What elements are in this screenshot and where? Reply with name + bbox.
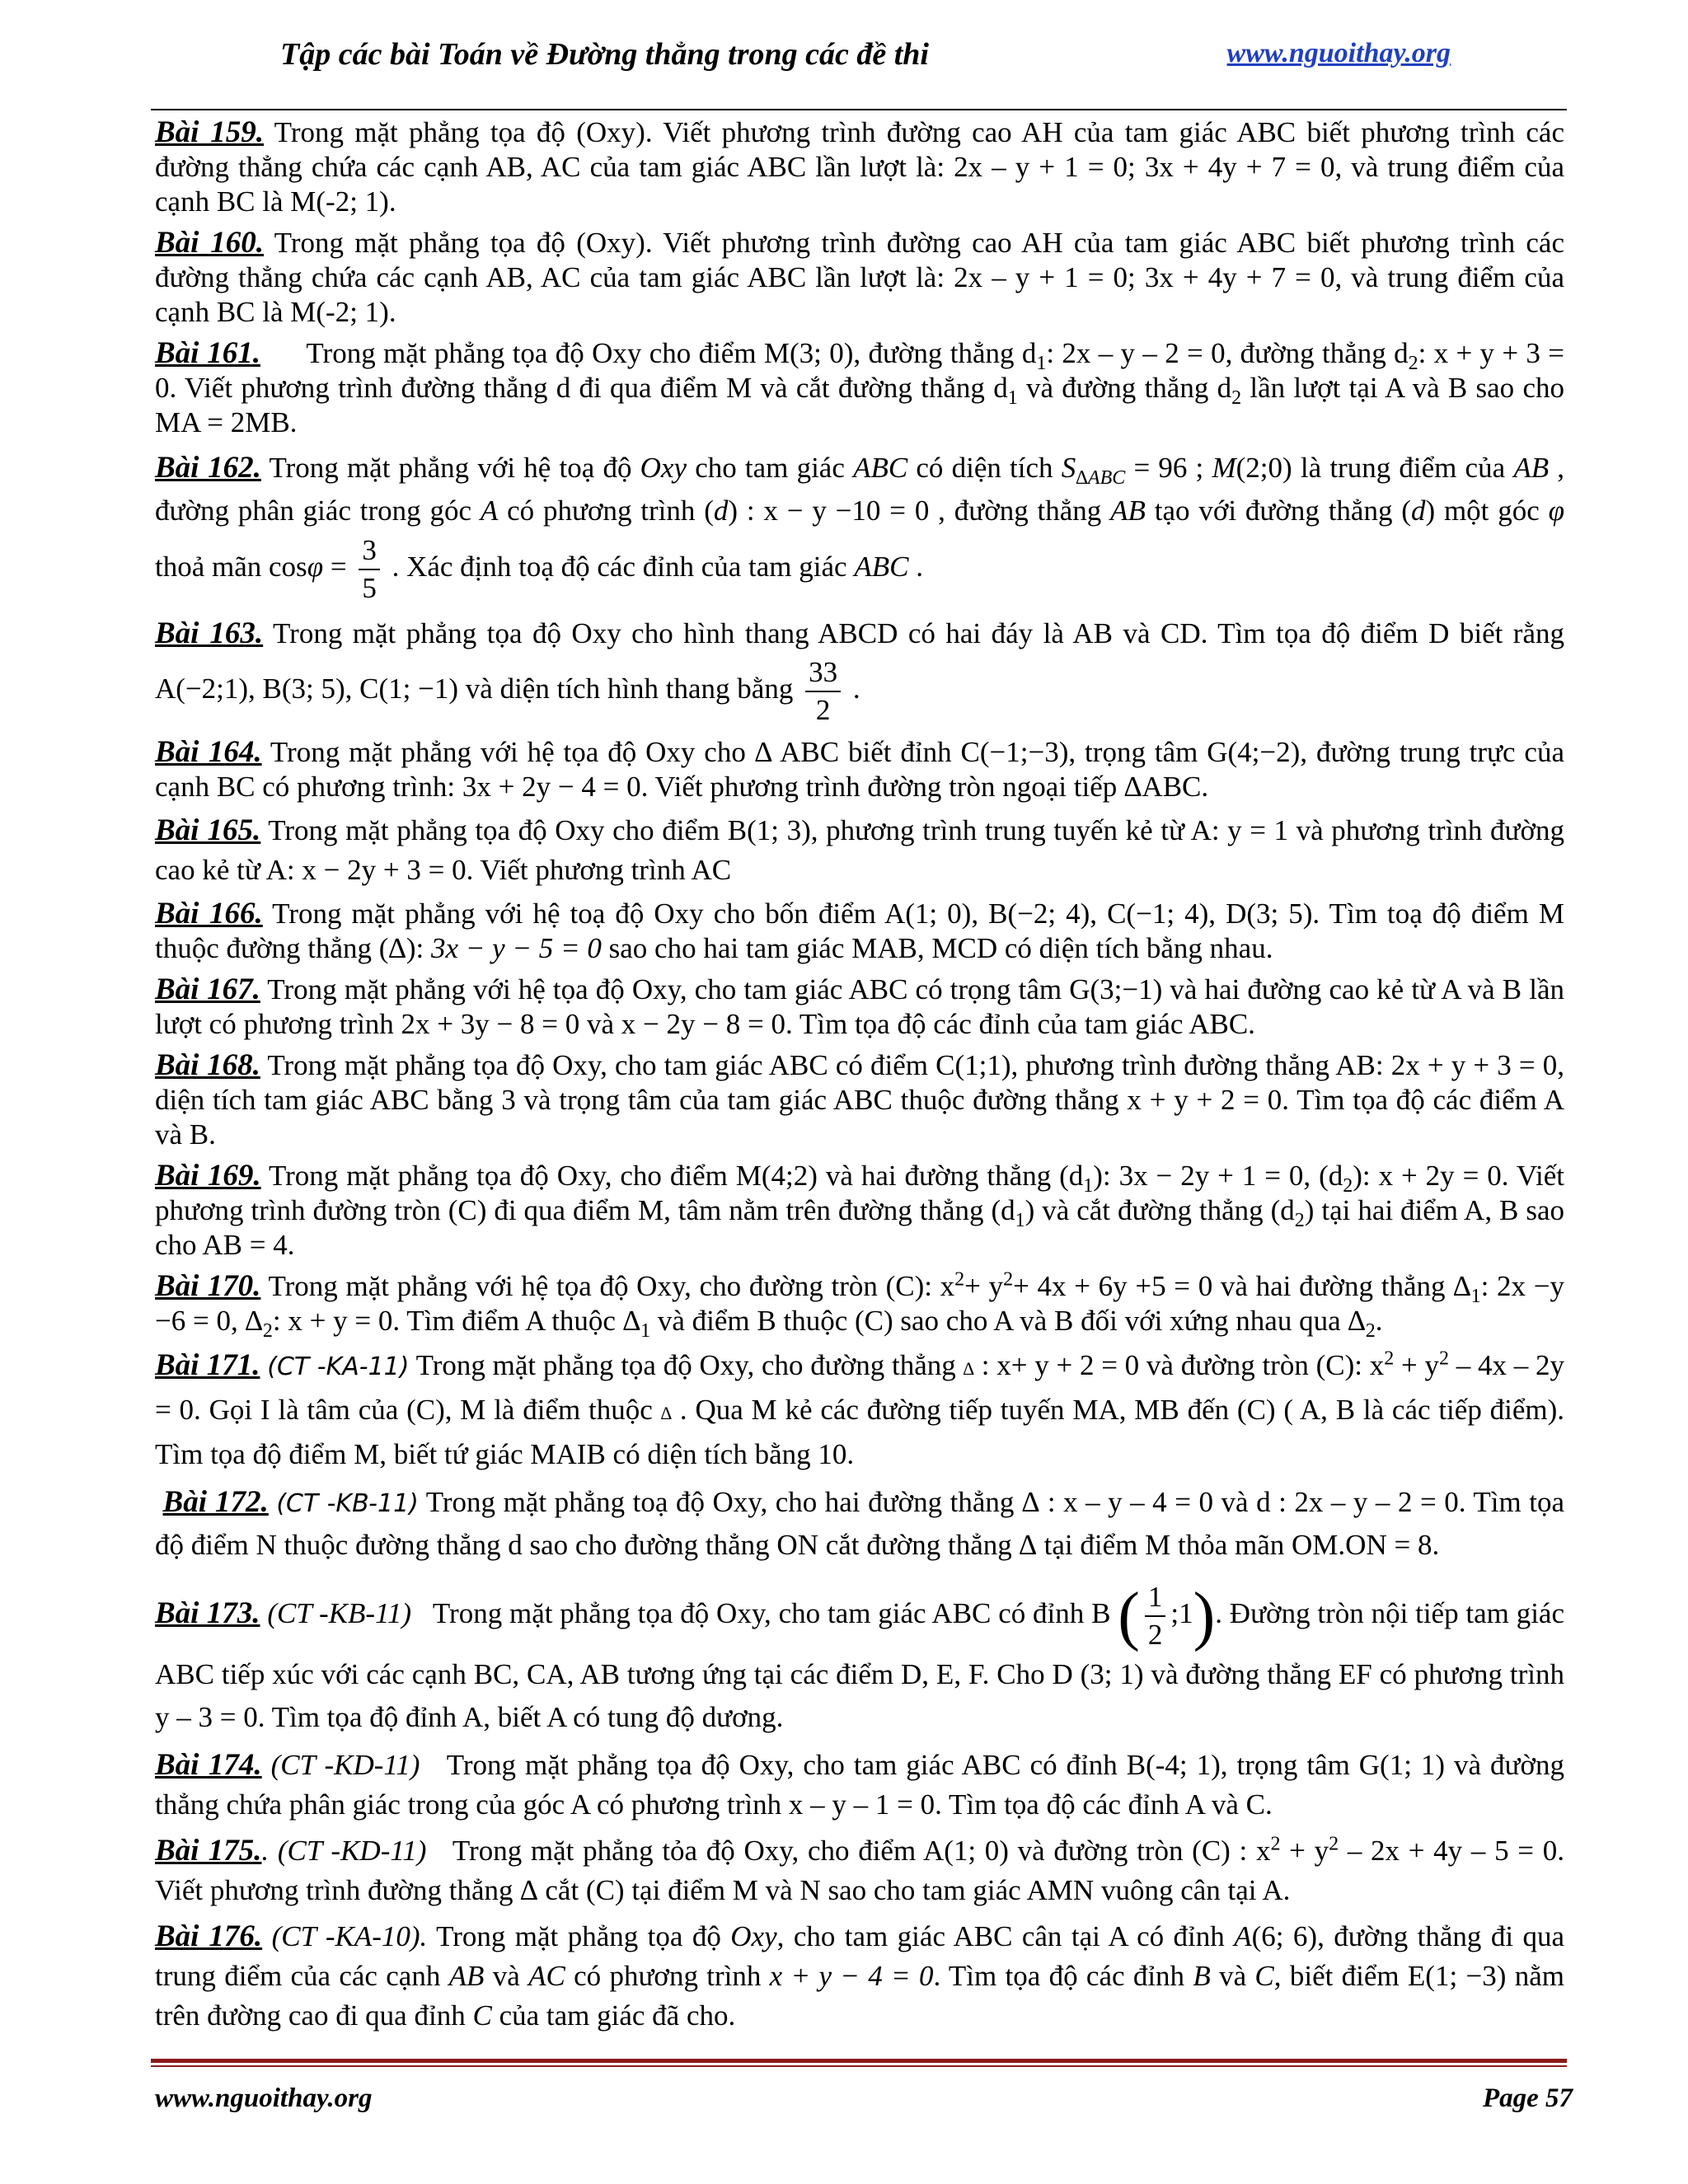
- problem-161: [155, 336, 1564, 440]
- problem-165: [155, 811, 1564, 890]
- math-var: d: [713, 494, 729, 527]
- problem-number: Bài 165.: [155, 813, 261, 847]
- problem-number: Bài 174.: [155, 1748, 262, 1782]
- footer-link[interactable]: www.nguoithay.org: [155, 2083, 373, 2113]
- problem-number: Bài 170.: [155, 1269, 261, 1303]
- problem-text: Trong mặt phẳng với hệ tọa độ Oxy, cho đường tròn (C): x: [260, 1270, 955, 1302]
- page-header: [247, 31, 1451, 84]
- problem-number: Bài 167.: [155, 972, 260, 1006]
- problem-text: tạo với đường thẳng (: [1145, 494, 1411, 527]
- problem-text: và: [484, 1960, 529, 1992]
- problem-number: Bài 163.: [155, 616, 264, 650]
- subscript: 1: [640, 1320, 651, 1342]
- problem-172: [155, 1482, 1564, 1566]
- problem-number: Bài 173.: [155, 1596, 260, 1631]
- footer-divider: [151, 2059, 1567, 2063]
- math-var: ABC: [853, 452, 908, 484]
- problem-text: lần lượt tại A và B sao cho MA = 2MB.: [155, 372, 1564, 438]
- superscript: 2: [1270, 1833, 1281, 1855]
- problem-text: có diện tích: [907, 452, 1062, 484]
- problem-text: Trong mặt phẳng với hệ toạ độ: [260, 452, 640, 484]
- math-var: d: [1410, 494, 1426, 527]
- subscript: 2: [262, 1320, 273, 1342]
- problem-number: Bài 169.: [155, 1159, 261, 1193]
- problem-text: ;1: [1170, 1597, 1193, 1630]
- exam-source: (CT -KB-11): [267, 1597, 412, 1630]
- math-var: M: [1212, 452, 1236, 484]
- left-paren: (: [1118, 1580, 1140, 1652]
- problem-text: – 2x + 4y – 5 = 0. Viết phương trình đường thẳng ∆ cắt (C) tại điểm M và N sao cho tam giác AMN vuông cân tại A.: [155, 1835, 1564, 1906]
- subscript: ∆ABC: [1076, 467, 1126, 489]
- problem-list: [155, 115, 1572, 2036]
- problem-text: Trong mặt phẳng tọa độ Oxy, cho tam giác ABC có đỉnh B: [411, 1597, 1118, 1630]
- subscript: 1: [1470, 1286, 1481, 1307]
- denominator: 2: [1147, 1619, 1163, 1651]
- math-equation: x + y − 4 = 0: [769, 1960, 934, 1992]
- problem-text: Trong mặt phẳng tọa độ Oxy cho điểm B(1; 3), phương trình trung tuyến kẻ từ A: y = 1 và phương trình đường cao kẻ từ A: x − 2y + 3 = 0. Viết phương trình AC: [155, 814, 1564, 886]
- problem-text: và đường thẳng d: [1017, 372, 1232, 404]
- problem-text: =: [323, 551, 354, 583]
- problem-text: + y: [964, 1270, 1004, 1302]
- problem-text: + y: [1280, 1835, 1329, 1867]
- header-divider: [151, 109, 1567, 110]
- problem-text: Trong mặt phẳng tọa độ Oxy, cho tam giác ABC có điểm C(1;1), phương trình đường thẳng AB: 2x + y + 3 = 0, diện tích tam giác ABC bằng 3 và trọng tâm của tam giác ABC thuộc đường thẳng x + y + 2 = 0. Tìm tọa độ các điểm A và B.: [155, 1049, 1564, 1151]
- problem-text: : x+ y + 2 = 0 và đường tròn (C): x: [973, 1349, 1385, 1381]
- exam-source: (CT -KD-11): [270, 1749, 420, 1781]
- problem-174: [155, 1746, 1572, 1825]
- header-link[interactable]: www.nguoithay.org: [1226, 38, 1451, 68]
- problem-text: , cho tam giác ABC cân tại A có đỉnh: [776, 1920, 1235, 1952]
- problem-164: [155, 735, 1564, 804]
- problem-text: : 2x – y – 2 = 0, đường thẳng d: [1046, 337, 1409, 369]
- problem-text: Trong mặt phẳng tọa độ: [427, 1920, 731, 1952]
- problem-text: ): x + 2y = 0. Viết phương trình đường tròn (C) đi qua điểm M, tâm nằm trên đường thẳng (d: [155, 1160, 1564, 1226]
- problem-text: Trong mặt phẳng tọa độ (Oxy). Viết phương trình đường cao AH của tam giác ABC biết phương trình các đường thẳng chứa các cạnh AB, AC của tam giác ABC lần lượt là: 2x – y + 1 = 0; 3x + 4y + 7 = 0, và trung điểm của cạnh BC là M(-2; 1).: [155, 116, 1565, 218]
- problem-text: . Xác định toạ độ các đỉnh của tam giác: [384, 551, 855, 583]
- delta-symbol: ∆: [660, 1403, 673, 1423]
- problem-text: ) : x − y −10 = 0 , đường thẳng: [728, 494, 1111, 527]
- subscript: 1: [1083, 1175, 1094, 1197]
- problem-text: Trong mặt phẳng với hệ tọa độ Oxy cho ∆ ABC biết đỉnh C(−1;−3), trọng tâm G(4;−2), đường trung trực của cạnh BC có phương trình: 3x + 2y − 4 = 0. Viết phương trình đường tròn ngoại tiếp ∆ABC.: [155, 736, 1564, 803]
- fraction: [359, 532, 380, 607]
- subscript: 1: [1015, 1210, 1025, 1231]
- superscript: 2: [954, 1268, 965, 1291]
- problem-text: ): 3x − 2y + 1 = 0, (d: [1093, 1160, 1343, 1192]
- math-var: ABC: [854, 551, 909, 583]
- problem-167: [155, 972, 1564, 1042]
- problem-text: sao cho hai tam giác MAB, MCD có diện tích bằng nhau.: [601, 932, 1273, 964]
- problem-text: và: [1210, 1960, 1255, 1992]
- superscript: 2: [1438, 1347, 1449, 1370]
- problem-number: Bài 172.: [162, 1485, 269, 1519]
- numerator: 3: [359, 532, 380, 570]
- fraction: [805, 654, 841, 729]
- math-var: AC: [528, 1960, 565, 1992]
- problem-text: (6; 6), đường thẳng đi qua trung điểm của các cạnh: [155, 1920, 1565, 1992]
- subscript: 2: [1365, 1320, 1376, 1342]
- problem-number: Bài 164.: [155, 735, 262, 769]
- problem-text: cho tam giác: [687, 452, 854, 484]
- problem-text: Trong mặt phẳng tọa độ Oxy cho hình thang ABCD có hai đáy là AB và CD. Tìm tọa độ điểm D biết rằng A(−2;1), B(3; 5), C(1; −1) và diện tích hình thang bằng: [155, 617, 1564, 705]
- problem-169: [155, 1159, 1564, 1263]
- problem-number: Bài 159.: [155, 115, 265, 149]
- problem-text: .: [908, 551, 923, 583]
- problem-text: – 4x – 2y = 0. Gọi I là tâm của (C), M là điểm thuộc: [155, 1349, 1564, 1426]
- math-var: φ: [1548, 494, 1564, 527]
- subscript: 2: [1294, 1210, 1305, 1231]
- superscript: 2: [1384, 1347, 1395, 1370]
- problem-text: Trong mặt phẳng tỏa độ Oxy, cho điểm A(1; 0) và đường tròn (C) : x: [426, 1835, 1271, 1867]
- subscript: 1: [1036, 353, 1047, 374]
- problem-text: .: [1375, 1305, 1383, 1337]
- exam-source: . (CT -KD-11): [261, 1835, 427, 1867]
- fraction: [1145, 1579, 1166, 1653]
- math-var: Oxy: [730, 1920, 777, 1952]
- problem-text: (2;0) là trung điểm của: [1236, 452, 1514, 484]
- header-title: Tập các bài Toán về Đường thẳng trong các đề thi: [280, 37, 929, 72]
- math-var: AB: [1513, 452, 1550, 484]
- subscript: 1: [1007, 387, 1018, 409]
- exam-source: (CT -KA-11): [267, 1352, 410, 1381]
- subscript: 2: [1231, 387, 1242, 409]
- problem-number: Bài 176.: [155, 1919, 263, 1953]
- problem-number: Bài 168.: [155, 1048, 260, 1082]
- problem-text: Trong mặt phẳng tọa độ Oxy cho điểm M(3; 0), đường thẳng d: [260, 337, 1037, 369]
- problem-text: Trong mặt phẳng với hệ toạ độ Oxy cho bốn điểm A(1; 0), B(−2; 4), C(−1; 4), D(3; 5). Tìm toạ độ điểm M thuộc đường thẳng (∆):: [155, 898, 1564, 964]
- math-var: C: [1254, 1960, 1274, 1992]
- problem-171: [155, 1345, 1564, 1475]
- problem-text: : 2x −y −6 = 0, ∆: [155, 1270, 1564, 1337]
- problem-text: có phương trình: [565, 1960, 770, 1992]
- denominator: 5: [362, 572, 377, 604]
- problem-162: [155, 447, 1564, 607]
- math-var: AB: [448, 1960, 485, 1992]
- problem-text: . Qua M kẻ các đường tiếp tuyến MA, MB đến (C) ( A, B là các tiếp điểm). Tìm tọa độ điểm M, biết tứ giác MAIB có diện tích bằng 10.: [155, 1394, 1565, 1470]
- math-var: AB: [1110, 494, 1146, 527]
- numerator: 1: [1145, 1579, 1166, 1617]
- subscript: 2: [1343, 1175, 1353, 1197]
- denominator: 2: [815, 694, 831, 726]
- problem-text: của tam giác đã cho.: [491, 1999, 736, 2032]
- problem-number: Bài 166.: [155, 897, 263, 930]
- problem-text: = 96 ;: [1125, 452, 1212, 484]
- problem-number: Bài 162.: [155, 451, 261, 485]
- problem-number: Bài 175.: [155, 1834, 262, 1868]
- right-paren: ): [1193, 1580, 1216, 1652]
- problem-160: [155, 226, 1564, 330]
- problem-number: Bài 160.: [155, 226, 265, 260]
- page-number: Page 57: [1482, 2083, 1573, 2113]
- problem-text: Trong mặt phẳng với hệ tọa độ Oxy, cho tam giác ABC có trọng tâm G(3;−1) và hai đường cao kẻ từ A và B lần lượt có phương trình 2x + 3y − 8 = 0 và x − 2y − 8 = 0. Tìm tọa độ các đỉnh của tam giác ABC.: [155, 973, 1564, 1040]
- problem-176: [155, 1917, 1564, 2036]
- problem-text: có phương trình (: [498, 494, 714, 527]
- problem-text: Trong mặt phẳng tọa độ (Oxy). Viết phương trình đường cao AH của tam giác ABC biết phương trình các đường thẳng chứa các cạnh AB, AC của tam giác ABC lần lượt là: 2x – y + 1 = 0; 3x + 4y + 7 = 0, và trung điểm của cạnh BC là M(-2; 1).: [155, 227, 1565, 328]
- superscript: 2: [1329, 1833, 1339, 1855]
- problem-text: , biết điểm E(1; −3) nằm trên đường cao đi qua đỉnh: [155, 1960, 1564, 2032]
- delta-symbol: ∆: [963, 1358, 974, 1379]
- math-var: A: [1234, 1920, 1252, 1952]
- math-var: C: [472, 1999, 492, 2032]
- footer-divider-thin: [151, 2065, 1567, 2067]
- problem-text: Trong mặt phẳng toạ độ Oxy, cho hai đường thẳng ∆ : x – y – 4 = 0 và d : 2x – y – 2 = 0. Tìm tọa độ điểm N thuộc đường thẳng d sao cho đường thẳng ON cắt đường thẳng ∆ tại điểm M thỏa mãn OM.ON = 8.: [155, 1486, 1564, 1561]
- problem-text: Trong mặt phẳng tọa độ Oxy, cho điểm M(4;2) và hai đường thẳng (d: [260, 1160, 1084, 1192]
- problem-text: , đường phân giác trong góc: [155, 452, 1565, 527]
- problem-168: [155, 1048, 1564, 1152]
- math-var: S: [1061, 452, 1076, 484]
- math-var: B: [1193, 1960, 1211, 1992]
- math-var: φ: [307, 551, 324, 583]
- problem-text: .: [846, 673, 860, 705]
- problem-text: thoả mãn cos: [155, 551, 307, 583]
- problem-text: : x + y + 3 = 0. Viết phương trình đường thẳng d đi qua điểm M và cắt đường thẳng d: [155, 337, 1564, 404]
- exam-source: (CT -KA-10).: [271, 1920, 428, 1952]
- math-equation: 3x − y − 5 = 0: [430, 932, 602, 964]
- problem-159: [155, 115, 1564, 219]
- problem-text: ) một góc: [1425, 494, 1549, 527]
- numerator: 33: [805, 654, 841, 692]
- problem-text: + 4x + 6y +5 = 0 và hai đường thẳng ∆: [1013, 1270, 1471, 1302]
- problem-text: Trong mặt phẳng tọa độ Oxy, cho tam giác ABC có đỉnh B(-4; 1), trọng tâm G(1; 1) và đường thẳng chứa phân giác trong của góc A có phương trình x – y – 1 = 0. Tìm tọa độ các đỉnh A và C.: [155, 1749, 1572, 1821]
- problem-173: [155, 1579, 1564, 1739]
- problem-170: [155, 1268, 1564, 1342]
- exam-source: (CT -KB-11): [276, 1489, 419, 1518]
- problem-number: Bài 171.: [155, 1348, 260, 1382]
- superscript: 2: [1003, 1268, 1014, 1291]
- problem-number: Bài 161.: [155, 336, 261, 370]
- problem-text: . Đường tròn nội tiếp tam giác ABC tiếp xúc với các cạnh BC, CA, AB tương ứng tại các điểm D, E, F. Cho D (3; 1) và đường thẳng EF có phương trình y – 3 = 0. Tìm tọa độ đỉnh A, biết A có tung độ dương.: [155, 1597, 1564, 1733]
- problem-175: [155, 1831, 1564, 1910]
- problem-166: [155, 897, 1564, 966]
- problem-text: . Tìm tọa độ các đỉnh: [933, 1960, 1193, 1992]
- problem-163: [155, 613, 1564, 729]
- problem-text: và điểm B thuộc (C) sao cho A và B đối với xứng nhau qua ∆: [650, 1305, 1366, 1337]
- problem-text: Trong mặt phẳng tọa độ Oxy, cho đường thẳng: [409, 1349, 964, 1381]
- subscript: 2: [1408, 353, 1418, 374]
- math-var: A: [480, 494, 499, 527]
- math-var: Oxy: [640, 452, 687, 484]
- problem-text: ) và cắt đường thẳng (d: [1025, 1194, 1295, 1226]
- problem-text: : x + y = 0. Tìm điểm A thuộc ∆: [272, 1305, 641, 1337]
- problem-text: ) tại hai điểm A, B sao cho AB = 4.: [155, 1194, 1564, 1261]
- problem-text: + y: [1394, 1349, 1439, 1381]
